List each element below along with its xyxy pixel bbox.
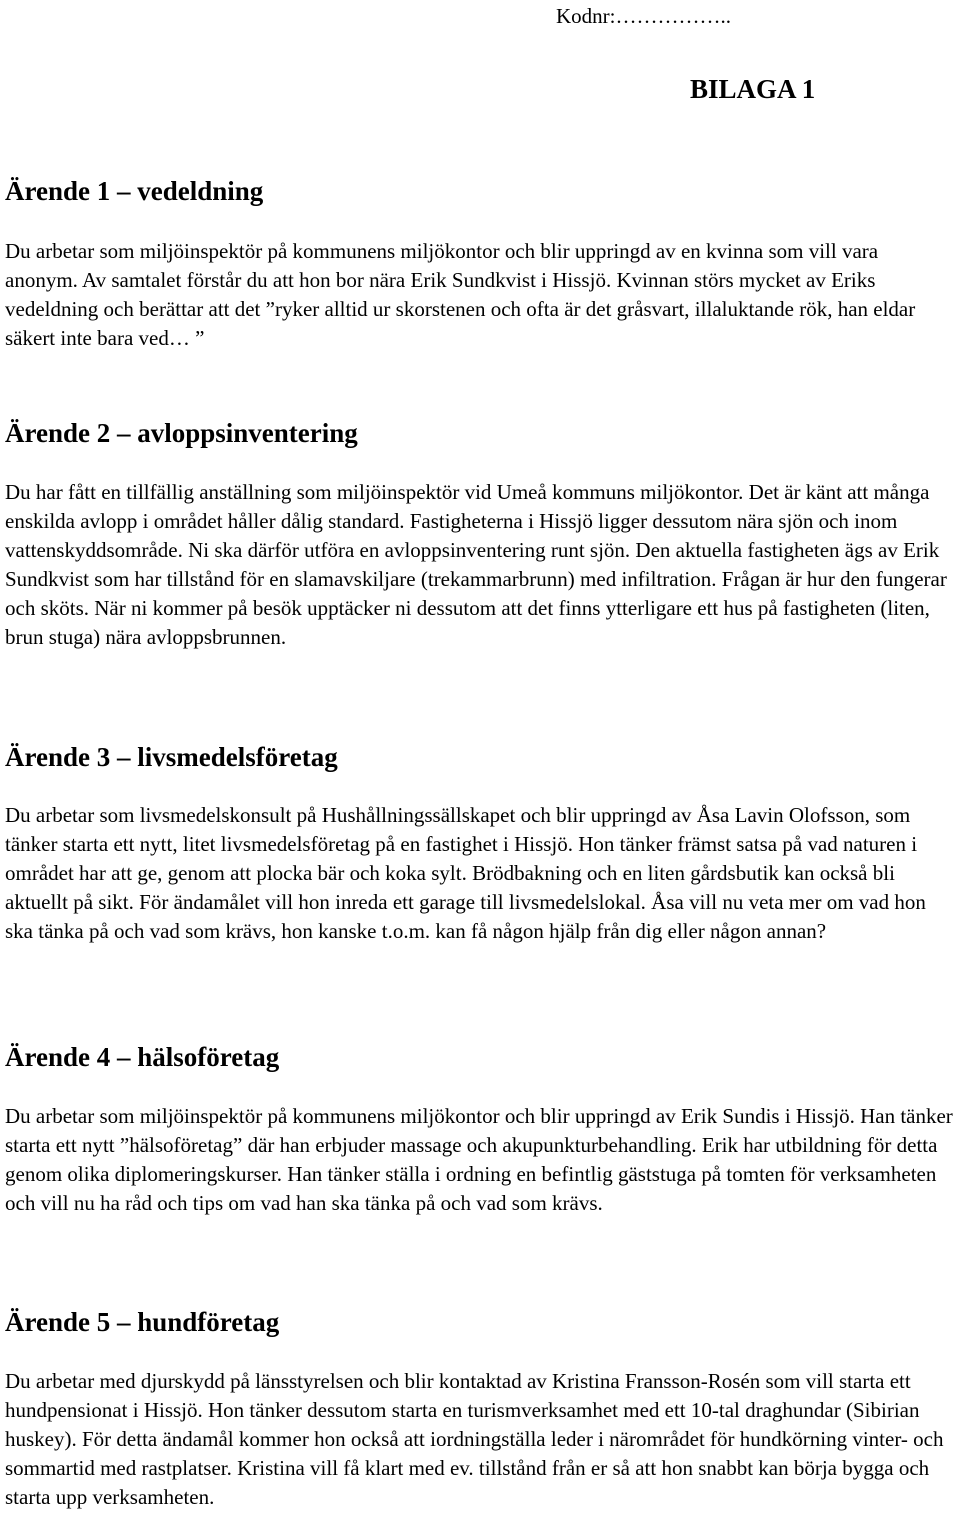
case-section-1 (5, 174, 955, 350)
case-section-5 (5, 1305, 955, 1509)
case-body-4: Du arbetar som miljöinspektör på kommunens miljökontor och blir uppringd av Erik Sundis i Hissjö. Han tänker starta ett nytt ”hälsoföretag” där han erbjuder massage och akupunkturbehandling. Erik har utbildning för detta genom olika diplomeringskurser. Han tänker ställa i ordning en befintlig gäststuga på tomten för verksamheten och vill nu ha råd och tips om vad han ska tänka på och vad som krävs. (5, 1104, 953, 1215)
kodnr-field: Kodnr:…………….. (556, 4, 731, 28)
appendix-title: BILAGA 1 (690, 74, 816, 104)
case-section-3 (5, 740, 955, 943)
case-body-1: Du arbetar som miljöinspektör på kommunens miljökontor och blir uppringd av en kvinna som vill vara anonym. Av samtalet förstår du att hon bor nära Erik Sundkvist i Hissjö. Kvinnan störs mycket av Eriks vedeldning och berättar att det ”ryker alltid ur skorstenen och ofta är det gråsvart, illaluktande rök, han eldar säkert inte bara ved… ” (5, 239, 916, 350)
case-heading-5: Ärende 5 – hundföretag (5, 1307, 280, 1337)
case-heading-4: Ärende 4 – hälsoföretag (5, 1042, 280, 1072)
case-body-2: Du har fått en tillfällig anställning som miljöinspektör vid Umeå kommuns miljökontor. Det är känt att många enskilda avlopp i området håller dålig standard. Fastigheterna i Hissjö ligger dessutom nära sjön och inom vattenskyddsområde. Ni ska därför utföra en avloppsinventering runt sjön. Den aktuella fastigheten ägs av Erik Sundkvist som har tillstånd för en slamavskiljare (trekammarbrunn) med infiltration. Frågan är hur den fungerar och sköts. När ni kommer på besök upptäcker ni dessutom att det finns ytterligare ett hus på fastigheten (liten, brun stuga) nära avloppsbrunnen. (5, 480, 947, 649)
case-heading-3: Ärende 3 – livsmedelsföretag (5, 742, 338, 772)
case-body-5: Du arbetar med djurskydd på länsstyrelsen och blir kontaktad av Kristina Fransson-Rosén som vill starta ett hundpensionat i Hissjö. Hon tänker dessutom starta en turismverksamhet med ett 10-tal draghundar (Sibirian huskey). För detta ändamål kommer hon också att iordningställa leder i närområdet för hundkörning vinter- och sommartid med rastplatser. Kristina vill få klart med ev. tillstånd från er så att hon snabbt kan börja bygga och starta upp verksamheten. (5, 1369, 944, 1509)
case-body-3: Du arbetar som livsmedelskonsult på Hushållningssällskapet och blir uppringd av Åsa Lavin Olofsson, som tänker starta ett nytt, litet livsmedelsföretag på en fastighet i Hissjö. Hon tänker främst satsa på vad naturen i området har att ge, genom att plocka bär och koka sylt. Brödbakning och en liten gårdsbutik kan också bli aktuellt på sikt. För ändamålet vill hon inreda ett garage till livsmedelslokal. Åsa vill nu veta mer om vad hon ska tänka på och vad som krävs, hon kanske t.o.m. kan få någon hjälp från dig eller någon annan? (5, 803, 926, 943)
case-heading-1: Ärende 1 – vedeldning (5, 176, 264, 206)
case-section-4 (5, 1040, 955, 1215)
case-heading-2: Ärende 2 – avloppsinventering (5, 418, 358, 448)
case-section-2 (5, 416, 955, 649)
